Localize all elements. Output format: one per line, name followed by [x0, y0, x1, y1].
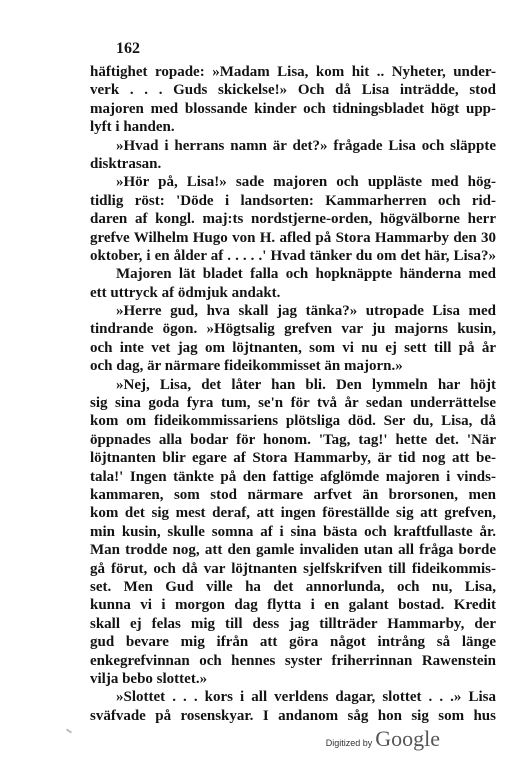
text-line: lyft i handen.: [90, 119, 175, 136]
page-number: 162: [116, 40, 140, 57]
text-line: sväfvade på rosenskyar. I andanom såg hon sig som hus: [90, 707, 496, 724]
text-line: »Slottet . . . kors i all verldens dagar, slottet . . .» Lisa: [116, 689, 496, 706]
text-line: set. Men Gud ville ha det annorlunda, och nu, Lisa,: [90, 578, 496, 595]
page-speck: [66, 728, 72, 733]
text-line: kom om fideikommissariens plötsliga död. Ser du, Lisa, då: [90, 413, 496, 430]
text-line: Majoren lät bladet falla och hopknäppte händerna med: [116, 266, 496, 283]
text-line: verk . . . Guds skickelse!» Och då Lisa inträdde, stod: [90, 82, 496, 99]
text-line: sig sina goda fyra tum, se'n för två år sedan underrättelse: [90, 395, 496, 412]
text-line: daren af kongl. maj:ts nordstjerne-orden, högvälborne herr: [90, 211, 496, 228]
text-line: Man trodde nog, att den gamle invaliden utan all fråga borde: [90, 542, 496, 559]
digitized-by-label: Digitized by: [325, 738, 373, 748]
text-line: löjtnanten blir egare af Stora Hammarby, är tid nog att be-: [90, 450, 496, 467]
text-line: tala!' Ingen tänkte på den fattige afglömde majoren i vinds-: [90, 468, 496, 485]
text-line: tidlig röst: 'Döde i landsorten: Kammarherren och rid-: [90, 192, 496, 209]
text-line: kom det sig mest deraf, att ingen föreställde sig att grefven,: [90, 505, 496, 522]
text-line: »Herre gud, hva skall jag tänka?» utropade Lisa med: [116, 303, 496, 320]
text-line: kammaren, som stod närmare arfvet än brorsonen, men: [90, 486, 496, 503]
google-logo: Google: [375, 726, 440, 751]
text-line: kunna vi i morgon dag flytta i en galant bostad. Kredit: [90, 597, 496, 614]
text-line: disktrasan.: [90, 155, 162, 172]
text-line: skall ej felas mig till dess jag tillträder Hammarby, der: [90, 615, 496, 632]
text-line: gå förut, och då var löjtnanten sjelfskrifven till fideikommis-: [90, 560, 496, 577]
text-line: gud bevare mig ifrån att göra något intrång så länge: [90, 634, 496, 651]
body-text: [90, 63, 496, 725]
digitization-footer: [326, 726, 440, 752]
text-line: grefve Wilhelm Hugo von H. afled på Stora Hammarby den 30: [90, 229, 496, 246]
text-line: oktober, i en ålder af . . . . .' Hvad tänker du om det här, Lisa?»: [90, 247, 496, 264]
text-line: »Hvad i herrans namn är det?» frågade Lisa och släppte: [116, 137, 496, 154]
text-line: min kusin, skulle somna af i sina bästa och kraftfullaste år.: [90, 523, 496, 540]
text-line: »Nej, Lisa, det låter han bli. Den lymmeln har höjt: [116, 376, 496, 393]
text-line: »Hör på, Lisa!» sade majoren och uppläste med hög-: [116, 174, 496, 191]
text-line: majoren med blossande kinder och tidningsbladet högt upp-: [90, 100, 496, 117]
text-line: öppnades alla bodar för honom. 'Tag, tag!' hette det. 'När: [90, 431, 496, 448]
text-line: vilja bebo slottet.»: [90, 670, 208, 687]
text-line: enkegrefvinnan och hennes syster friherrinnan Rawenstein: [90, 652, 496, 669]
text-line: och dag, är närmare fideikommisset än majorn.»: [90, 358, 403, 375]
text-line: häftighet ropade: »Madam Lisa, kom hit .. Nyheter, under-: [90, 64, 496, 80]
text-line: tindrande ögon. »Högtsalig grefven var ju majorns kusin,: [90, 321, 496, 338]
text-line: och inte vet jag om löjtnanten, som vi nu ej sett till på år: [90, 339, 496, 356]
text-line: ett uttryck af ödmjuk andakt.: [90, 284, 281, 301]
